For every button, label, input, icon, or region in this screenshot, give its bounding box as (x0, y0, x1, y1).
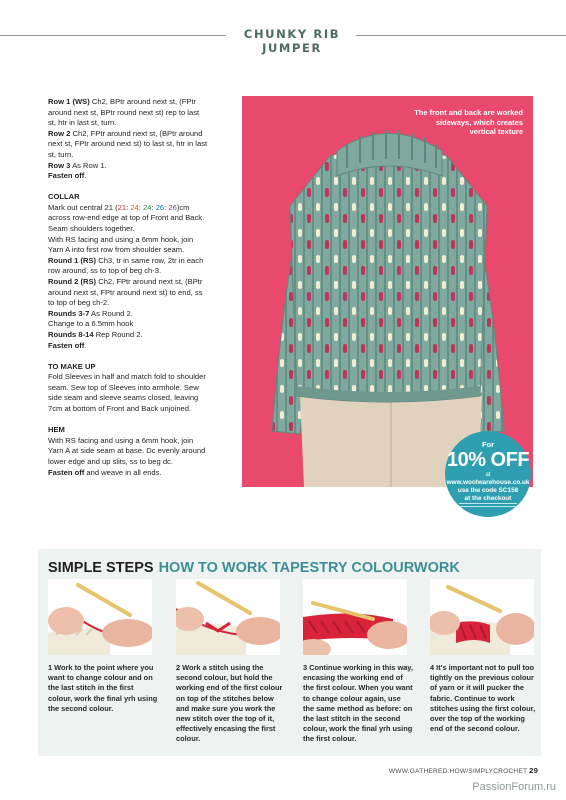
simple-steps-panel (38, 549, 541, 756)
fasten-off-2: Fasten off. (48, 340, 87, 350)
page-header (0, 26, 566, 55)
step-1-illustration (48, 579, 152, 655)
make-up-text: Fold Sleeves in half and match fold to shoulder seam. Sew top of Sleeves into armhole. Sew side seam and sleeve seams closed, leaving 7cm at bottom of Front and Back unjoined. (48, 372, 206, 414)
promo-fine-print (459, 503, 517, 509)
step-4-illustration (430, 579, 534, 655)
step-1-text: 1 Work to the point where you want to change colour and on the last stitch in the first colour, work the final yrh using the second colour. (48, 663, 158, 713)
collar-heading: COLLAR (48, 192, 80, 202)
fasten-off-1: Fasten off. (48, 171, 87, 181)
jumper-photo (242, 96, 533, 487)
step-3-text: 3 Continue working in this way, encasing the working end of the first colour. When you want to change colour again, use the same method as before: on the last stitch in the second colour, work the final yrh using the first colour. (303, 663, 413, 744)
hem-finish: Fasten off and weave in all ends. (48, 467, 162, 477)
step-1-photo (48, 579, 152, 655)
promo-offer: 10% OFF (446, 449, 530, 471)
collar-join: With RS facing and using a 6mm hook, join Yarn A into first row from shoulder seam. (48, 234, 194, 255)
step-2-illustration (176, 579, 280, 655)
header-title: CHUNKY RIB JUMPER (243, 27, 341, 55)
change-hook: Change to a 6.5mm hook (48, 319, 134, 329)
promo-code: use the code SC158 at the checkout (457, 487, 519, 502)
row-2-instruction: Row 2 Ch2, FPtr around next st, (BPtr around next st, FPtr around next st) to last st, htr in last st, turn. (48, 128, 208, 159)
collar-seam: Seam shoulders together. (48, 224, 135, 234)
promo-url[interactable]: www.woolwarehouse.co.uk (446, 479, 530, 486)
row-1-instruction: Row 1 (WS) Ch2, BPtr around next st, (FPtr around next st, BPtr round next st) rep to last st, htr in last st, turn. (48, 97, 200, 128)
pattern-instructions (48, 97, 208, 478)
round-1-instruction: Round 1 (RS) Ch3, tr in same row, 2tr in each row around, ss to top of beg ch-3. (48, 255, 204, 276)
round-2-instruction: Round 2 (RS) Ch2, FPtr around next st, (BPtr around next st, FPtr around next st) to end, ss to top of beg ch-2. (48, 277, 203, 308)
jumper-illustration (242, 96, 533, 487)
hem-heading: HEM (48, 425, 65, 435)
header-rule-right (356, 35, 566, 36)
collar-instruction: Mark out central 21 (21: 24: 24: 26: 26)cm across row-end edge at top of Front and Back. (48, 202, 205, 223)
rounds-8-14-instruction: Rounds 8-14 Rep Round 2. (48, 329, 143, 339)
page-number: 29 (529, 766, 538, 775)
row-3-instruction: Row 3 As Row 1. (48, 160, 107, 170)
step-3-photo (303, 579, 407, 655)
watermark: PassionForum.ru (472, 781, 556, 793)
step-3-illustration (303, 579, 407, 655)
step-4-photo (430, 579, 534, 655)
page-footer (389, 766, 538, 775)
photo-caption: The front and back are worked sideways, which creates vertical texture (414, 108, 523, 137)
step-2-text: 2 Work a stitch using the second colour, but hold the working end of the first colour on top of the stitches below and make sure you work the new stitch over the top of it, effectively encasing the first colour. (176, 663, 283, 744)
promo-for: For (481, 440, 495, 449)
make-up-heading: TO MAKE UP (48, 361, 96, 371)
steps-heading: SIMPLE STEPS HOW TO WORK TAPESTRY COLOURWORK (48, 560, 460, 576)
promo-at: at (485, 472, 491, 478)
step-2-photo (176, 579, 280, 655)
rounds-3-7-instruction: Rounds 3-7 As Round 2. (48, 308, 133, 318)
hem-text: With RS facing and using a 6mm hook, join Yarn A at side seam at base. Dc evenly around lower edge and up slits, ss to beg dc. (48, 435, 206, 466)
footer-url[interactable]: WWW.GATHERED.HOW/SIMPLYCROCHET (388, 768, 528, 775)
header-rule-left (0, 35, 226, 36)
step-4-text: 4 It's important not to pull too tightly on the previous colour of yarn or it will pucker the fabric. Continue to work stitches using the first colour, over the top of the working end of the second colour. (430, 663, 536, 734)
discount-badge[interactable] (445, 431, 531, 517)
